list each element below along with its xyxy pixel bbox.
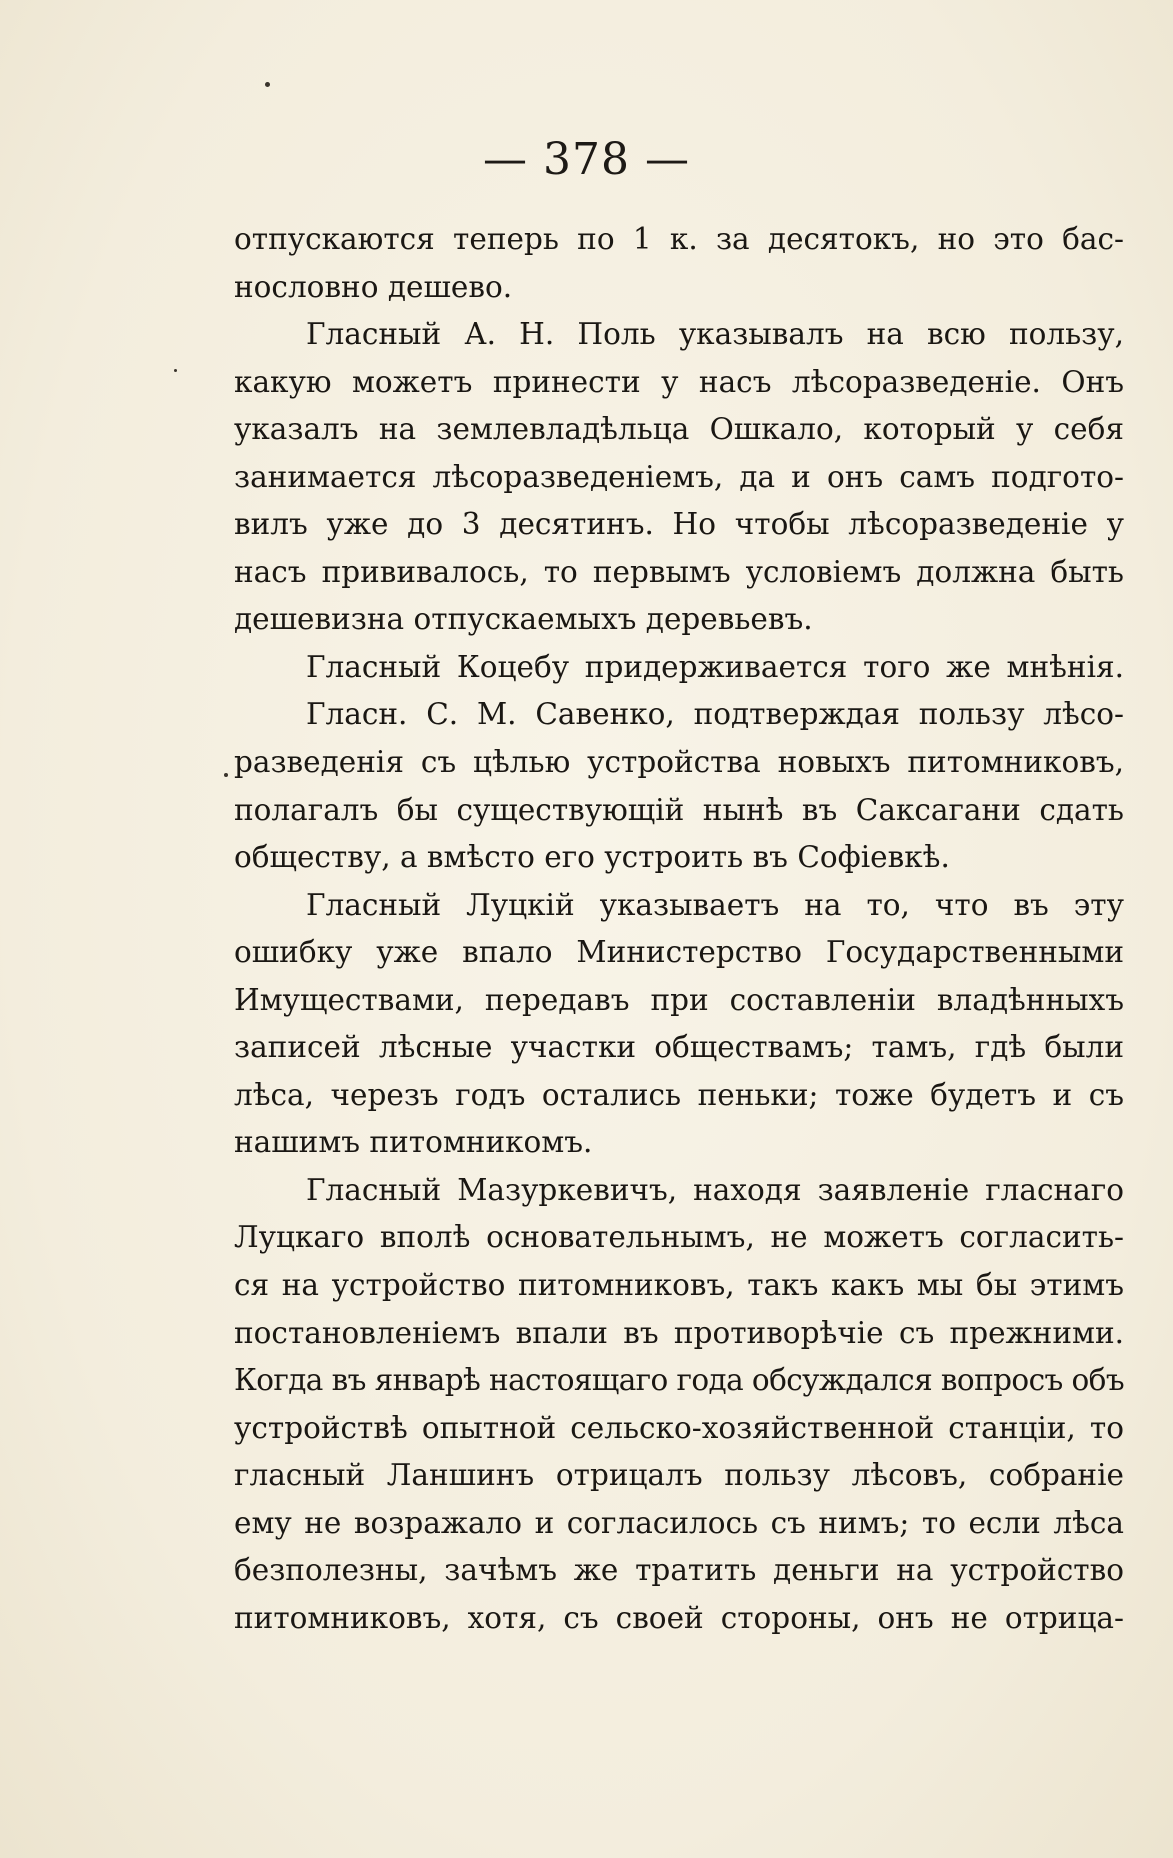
text-line: разведенія съ цѣлью устройства новыхъ питомниковъ, [234,745,1124,780]
text-line: нашимъ питомникомъ. [234,1125,593,1160]
text-line: Гласный Мазуркевичъ, находя заявленіе гласнаго [306,1172,1124,1207]
text-line: Гласный Луцкій указываетъ на то, что въ эту [306,887,1124,922]
ink-speck [174,369,177,372]
text-line: насъ прививалось, то первымъ условіемъ должна быть [234,554,1124,589]
text-line: устройствѣ опытной сельско-хозяйственной станціи, то [234,1410,1124,1445]
body-text [234,216,1124,1642]
text-line: лѣса, черезъ годъ остались пеньки; тоже будетъ и съ [234,1077,1124,1112]
text-line: записей лѣсные участки обществамъ; тамъ, гдѣ были [234,1030,1124,1065]
ink-speck [265,82,270,87]
text-line: Луцкаго вполѣ основательнымъ, не можетъ согласить- [234,1220,1124,1255]
text-line: Гласный А. Н. Поль указывалъ на всю пользу, [306,317,1124,352]
text-line: полагалъ бы существующій нынѣ въ Саксагани сдать [234,792,1124,827]
text-line: питомниковъ, хотя, съ своей стороны, онъ не отрица- [234,1600,1124,1635]
text-line: гласный Ланшинъ отрицалъ пользу лѣсовъ, собраніе [234,1458,1124,1493]
text-line: Гласный Коцебу придерживается того же мнѣнія. [306,649,1124,684]
text-line: безполезны, зачѣмъ же тратить деньги на устройство [234,1553,1124,1588]
text-line: ошибку уже впало Министерство Государственными [234,935,1124,970]
text-line: отпускаются теперь по 1 к. за десятокъ, но это бас- [234,222,1124,256]
ink-speck [224,773,228,777]
text-line: постановленіемъ впали въ противорѣчіе съ прежними. [234,1315,1124,1350]
text-line: вилъ уже до 3 десятинъ. Но чтобы лѣсоразведеніе у [234,507,1124,542]
text-line: нословно дешево. [234,269,513,304]
text-line: какую можетъ принести у насъ лѣсоразведеніе. Онъ [234,364,1124,399]
text-line: ему не возражало и согласилось съ нимъ; то если лѣса [234,1505,1124,1540]
text-line: обществу, а вмѣсто его устроить въ Софіевкѣ. [234,840,950,875]
text-line: указалъ на землевладѣльца Ошкало, который у себя [234,412,1124,447]
text-line: Когда въ январѣ настоящаго года обсуждался вопросъ объ [234,1363,1124,1398]
text-line: Имуществами, передавъ при составленіи владѣнныхъ [234,982,1124,1017]
text-line: дешевизна отпускаемыхъ деревьевъ. [234,602,813,637]
text-line: Гласн. С. М. Савенко, подтверждая пользу лѣсо- [306,697,1124,732]
text-line: занимается лѣсоразведеніемъ, да и онъ самъ подгото- [234,459,1124,494]
page-number: — 378 — [483,134,690,185]
text-line: ся на устройство питомниковъ, такъ какъ мы бы этимъ [234,1268,1124,1303]
